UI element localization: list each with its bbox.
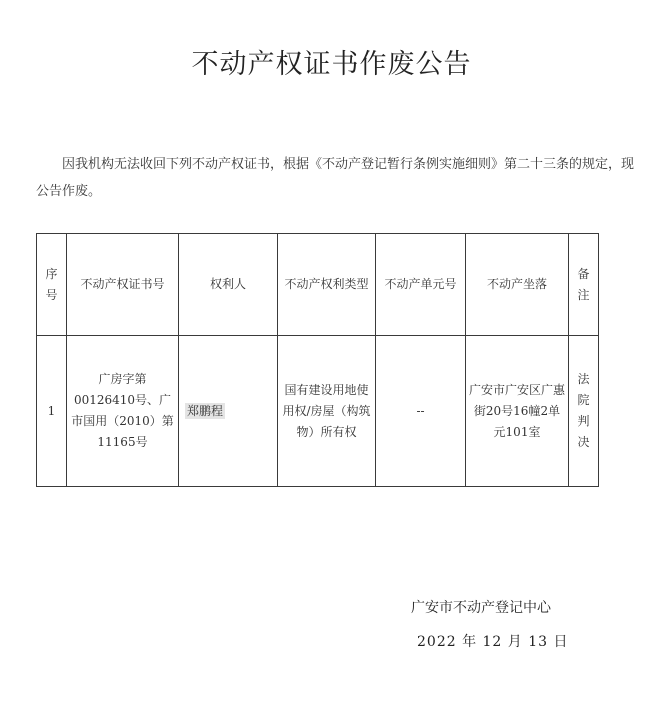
intro-paragraph: 因我机构无法收回下列不动产权证书，根据《不动产登记暂行条例实施细则》第二十三条的规定，现公告作废。 bbox=[36, 157, 635, 199]
header-holder: 权利人 bbox=[179, 234, 278, 336]
header-cert-no: 不动产权证书号 bbox=[67, 234, 179, 336]
holder-name: 郑鹏程 bbox=[187, 403, 224, 418]
header-seq: 序号 bbox=[37, 234, 67, 336]
header-remark: 备注 bbox=[569, 234, 599, 336]
issue-date: 2022 年 12 月 13 日 bbox=[417, 634, 569, 650]
table-row bbox=[37, 336, 599, 487]
cell-seq: 1 bbox=[37, 336, 67, 487]
certificate-table bbox=[36, 233, 599, 487]
header-location: 不动产坐落 bbox=[466, 234, 569, 336]
cell-cert-no: 广房字第00126410号、广市国用（2010）第11165号 bbox=[67, 336, 179, 487]
cell-remark: 法院判决 bbox=[569, 336, 599, 487]
issuer-name: 广安市不动产登记中心 bbox=[411, 600, 551, 616]
cell-right-type: 国有建设用地使用权/房屋（构筑物）所有权 bbox=[278, 336, 376, 487]
header-right-type: 不动产权利类型 bbox=[278, 234, 376, 336]
cell-location: 广安市广安区广惠街20号16幢2单元101室 bbox=[466, 336, 569, 487]
table-header-row bbox=[37, 234, 599, 336]
header-unit-no: 不动产单元号 bbox=[376, 234, 466, 336]
page-title: 不动产权证书作废公告 bbox=[191, 49, 472, 80]
cell-unit-no: -- bbox=[376, 336, 466, 487]
cell-holder bbox=[179, 336, 278, 487]
